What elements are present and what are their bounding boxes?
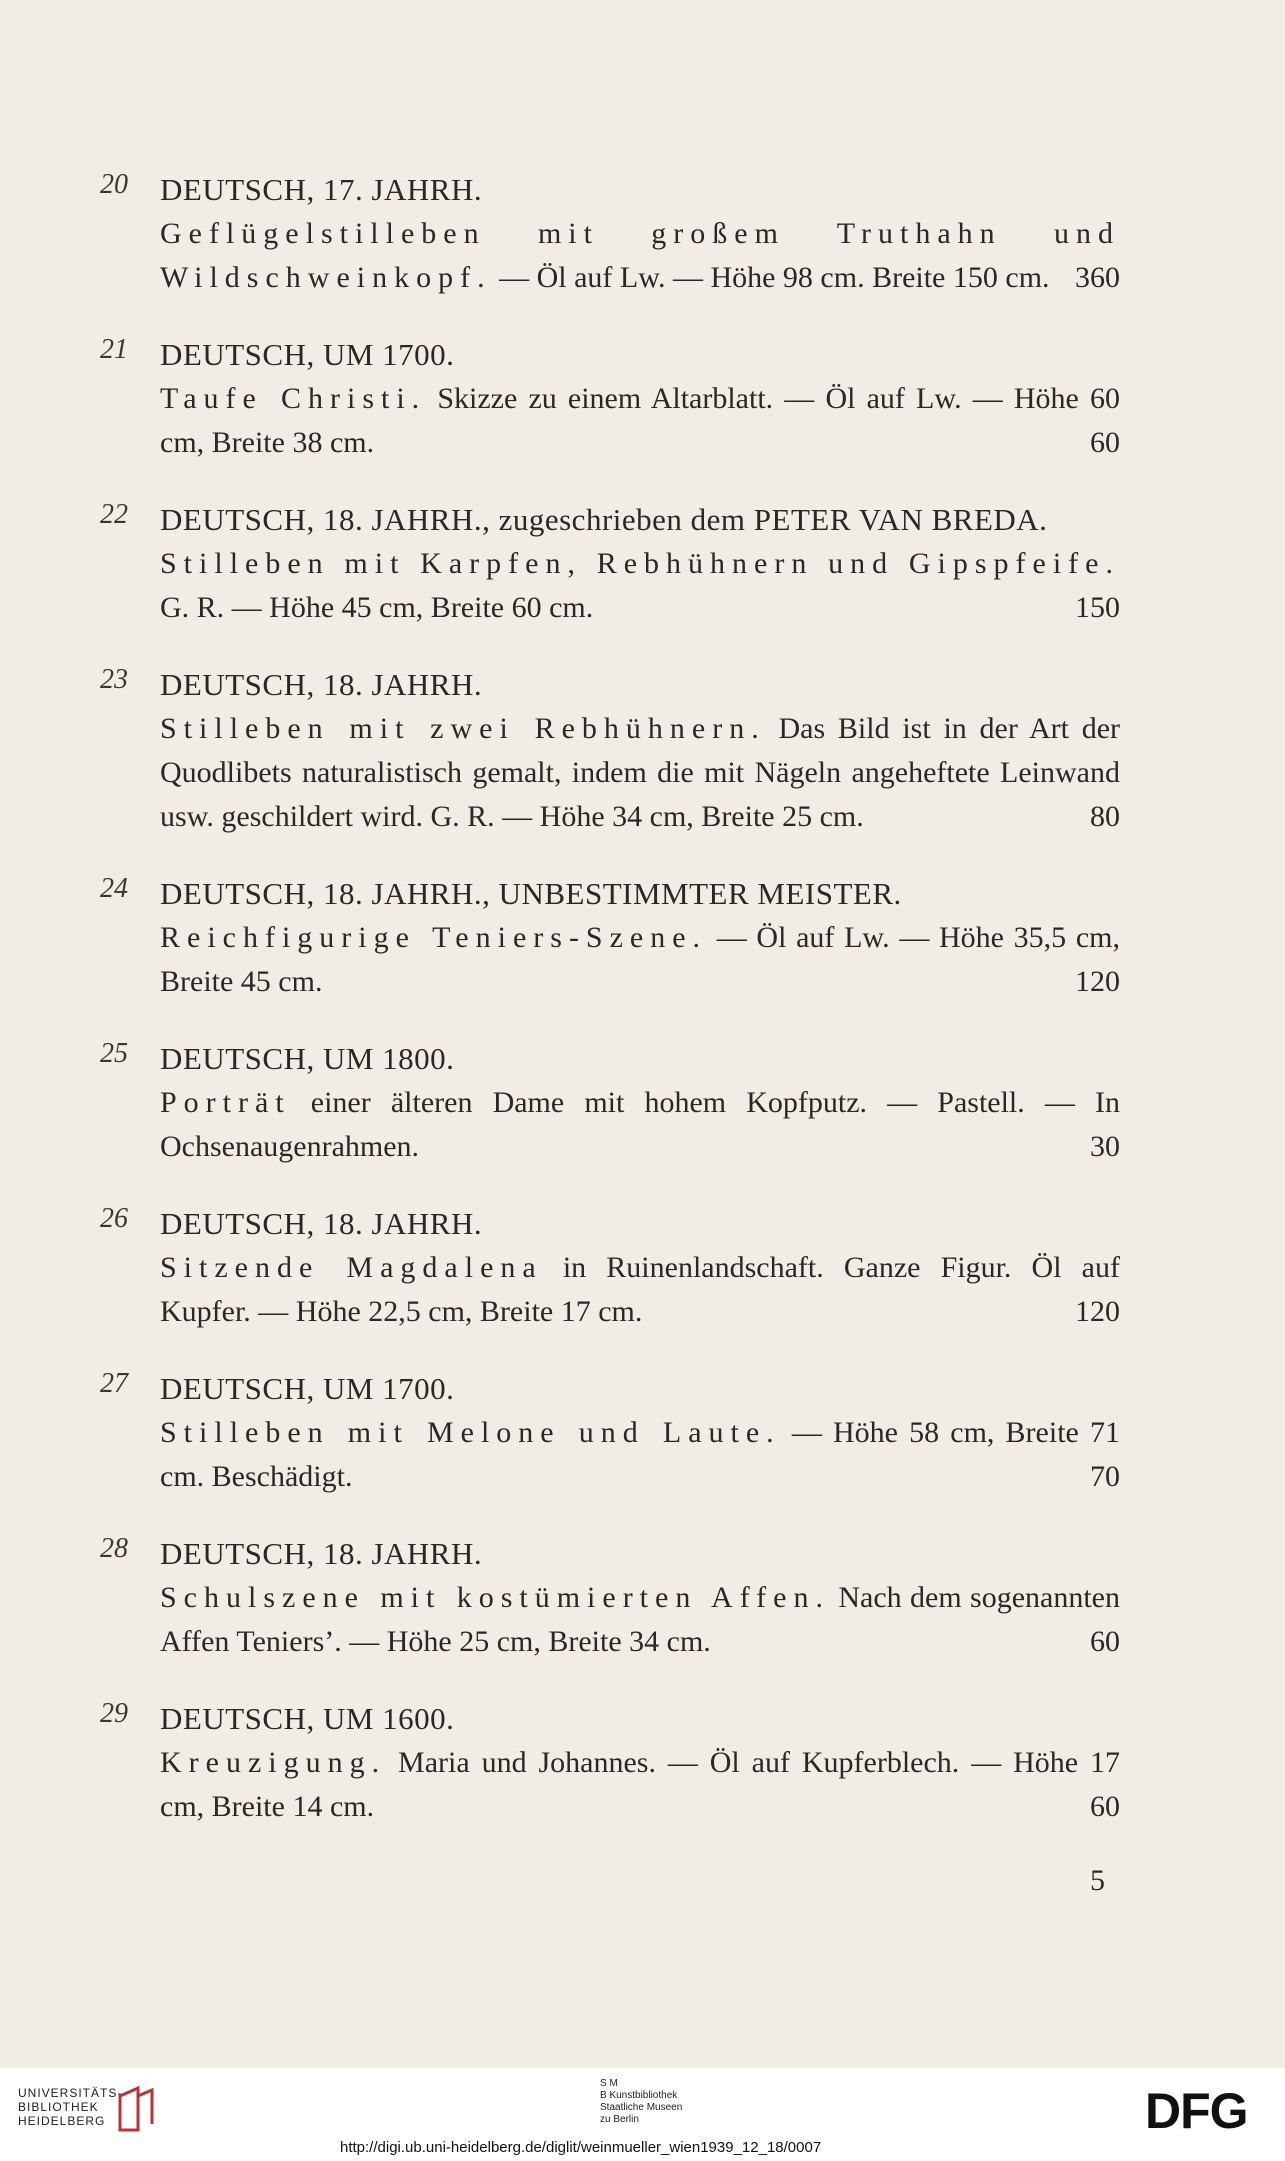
kb-logo-line: B Kunstbibliothek <box>600 2090 678 2101</box>
entry-description <box>160 542 1120 630</box>
entry-description <box>160 377 1120 465</box>
catalog-entry <box>100 333 1120 465</box>
entry-price: 120 <box>1075 1295 1120 1328</box>
ub-logo-mark-icon <box>116 2086 156 2132</box>
kb-logo-line: Staatliche Museen <box>600 2102 683 2113</box>
entry-title: Reichfigurige Teniers-Szene. <box>160 921 708 954</box>
entry-heading: DEUTSCH, UM 1600. <box>160 1701 455 1736</box>
ub-heidelberg-logo[interactable] <box>18 2086 122 2128</box>
catalog-entries <box>100 168 1120 1862</box>
entry-heading: DEUTSCH, 18. JAHRH., zugeschrieben dem PETER VAN BREDA. <box>160 502 1048 537</box>
entry-heading: DEUTSCH, 18. JAHRH. <box>160 1206 483 1241</box>
dfg-logo[interactable]: DFG <box>1145 2083 1248 2139</box>
entry-details: G. R. — Höhe 45 cm, Breite 60 cm. <box>160 591 594 624</box>
entry-number: 21 <box>100 334 128 365</box>
entry-title: Sitzende Magdalena <box>160 1251 543 1284</box>
entry-price: 80 <box>1090 800 1120 833</box>
entry-number: 26 <box>100 1203 128 1234</box>
permalink-url[interactable]: http://digi.ub.uni-heidelberg.de/diglit/weinmueller_wien1939_12_18/0007 <box>340 2139 822 2156</box>
entry-description <box>160 212 1120 300</box>
entry-price: 30 <box>1090 1130 1120 1163</box>
entry-price: 70 <box>1090 1460 1120 1493</box>
entry-number: 29 <box>100 1698 128 1729</box>
entry-number: 27 <box>100 1368 128 1399</box>
entry-price: 60 <box>1090 1790 1120 1823</box>
entry-description <box>160 1741 1120 1829</box>
kb-logo-line: S M <box>600 2078 618 2089</box>
catalog-entry <box>100 498 1120 630</box>
entry-title: Stilleben mit Melone und Laute. <box>160 1416 781 1449</box>
entry-title: Taufe Christi. <box>160 382 427 415</box>
page-number: 5 <box>1090 1864 1105 1897</box>
entry-heading: DEUTSCH, 18. JAHRH. <box>160 1536 483 1571</box>
entry-price: 60 <box>1090 1625 1120 1658</box>
catalog-entry <box>100 663 1120 839</box>
entry-description <box>160 1246 1120 1334</box>
entry-heading: DEUTSCH, UM 1800. <box>160 1041 455 1076</box>
entry-price: 60 <box>1090 426 1120 459</box>
catalog-entry <box>100 1037 1120 1169</box>
entry-heading: DEUTSCH, 18. JAHRH. <box>160 667 483 702</box>
entry-heading: DEUTSCH, 17. JAHRH. <box>160 172 483 207</box>
entry-details: Nach dem sogenannten Affen Teniers’. — Höhe 25 cm, Breite 34 cm. <box>160 1581 1120 1658</box>
catalog-entry <box>100 1697 1120 1829</box>
entry-number: 20 <box>100 169 128 200</box>
entry-title: Porträt <box>160 1086 291 1119</box>
catalog-entry <box>100 1202 1120 1334</box>
kb-logo-line: zu Berlin <box>600 2114 639 2125</box>
entry-details: — Öl auf Lw. — Höhe 35,5 cm, Breite 45 cm. <box>160 921 1120 998</box>
entry-description <box>160 1576 1120 1664</box>
catalog-entry <box>100 872 1120 1004</box>
entry-details: — Öl auf Lw. — Höhe 98 cm. Breite 150 cm. <box>491 261 1050 294</box>
entry-title: Stilleben mit Karpfen, Rebhühnern und Gipspfeife. <box>160 547 1120 580</box>
entry-details: in Ruinenlandschaft. Ganze Figur. Öl auf Kupfer. — Höhe 22,5 cm, Breite 17 cm. <box>160 1251 1120 1328</box>
entry-details: Das Bild ist in der Art der Quodlibets naturalistisch gemalt, indem die mit Nägeln angeheftete Leinwand usw. geschildert wird. G. R. — Höhe 34 cm, Breite 25 cm. <box>160 712 1121 833</box>
catalog-entry <box>100 168 1120 300</box>
entry-details: Maria und Johannes. — Öl auf Kupferblech. — Höhe 17 cm, Breite 14 cm. <box>160 1746 1120 1823</box>
kunstbibliothek-logo[interactable] <box>600 2078 682 2126</box>
entry-description <box>160 707 1120 839</box>
entry-price: 150 <box>1075 591 1120 624</box>
entry-heading: DEUTSCH, UM 1700. <box>160 337 455 372</box>
catalog-entry <box>100 1367 1120 1499</box>
entry-number: 24 <box>100 873 128 904</box>
ub-logo-line: UNIVERSITÄTS- <box>18 2086 123 2100</box>
footer-bar <box>0 2068 1285 2161</box>
entry-details: einer älteren Dame mit hohem Kopfputz. — Pastell. — In Ochsenaugenrahmen. <box>160 1086 1120 1163</box>
entry-price: 360 <box>1075 261 1120 294</box>
entry-price: 120 <box>1075 965 1120 998</box>
ub-logo-line: BIBLIOTHEK <box>18 2100 99 2114</box>
entry-heading: DEUTSCH, UM 1700. <box>160 1371 455 1406</box>
entry-title: Stilleben mit zwei Rebhühnern. <box>160 712 766 745</box>
entry-details: Skizze zu einem Altarblatt. — Öl auf Lw. — Höhe 60 cm, Breite 38 cm. <box>160 382 1121 459</box>
catalog-entry <box>100 1532 1120 1664</box>
entry-title: Schulszene mit kostümierten Affen. <box>160 1581 830 1614</box>
entry-description <box>160 1411 1120 1499</box>
entry-description <box>160 916 1120 1004</box>
entry-number: 22 <box>100 499 128 530</box>
entry-title: Kreuzigung. <box>160 1746 387 1779</box>
ub-logo-line: HEIDELBERG <box>18 2114 106 2128</box>
entry-heading: DEUTSCH, 18. JAHRH., UNBESTIMMTER MEISTER. <box>160 876 902 911</box>
entry-number: 25 <box>100 1038 128 1069</box>
entry-number: 28 <box>100 1533 128 1564</box>
entry-title: Geflügelstilleben mit großem Truthahn und Wildschweinkopf. <box>160 217 1120 294</box>
entry-details: — Höhe 58 cm, Breite 71 cm. Beschädigt. <box>160 1416 1121 1493</box>
entry-number: 23 <box>100 664 128 695</box>
entry-description <box>160 1081 1120 1169</box>
